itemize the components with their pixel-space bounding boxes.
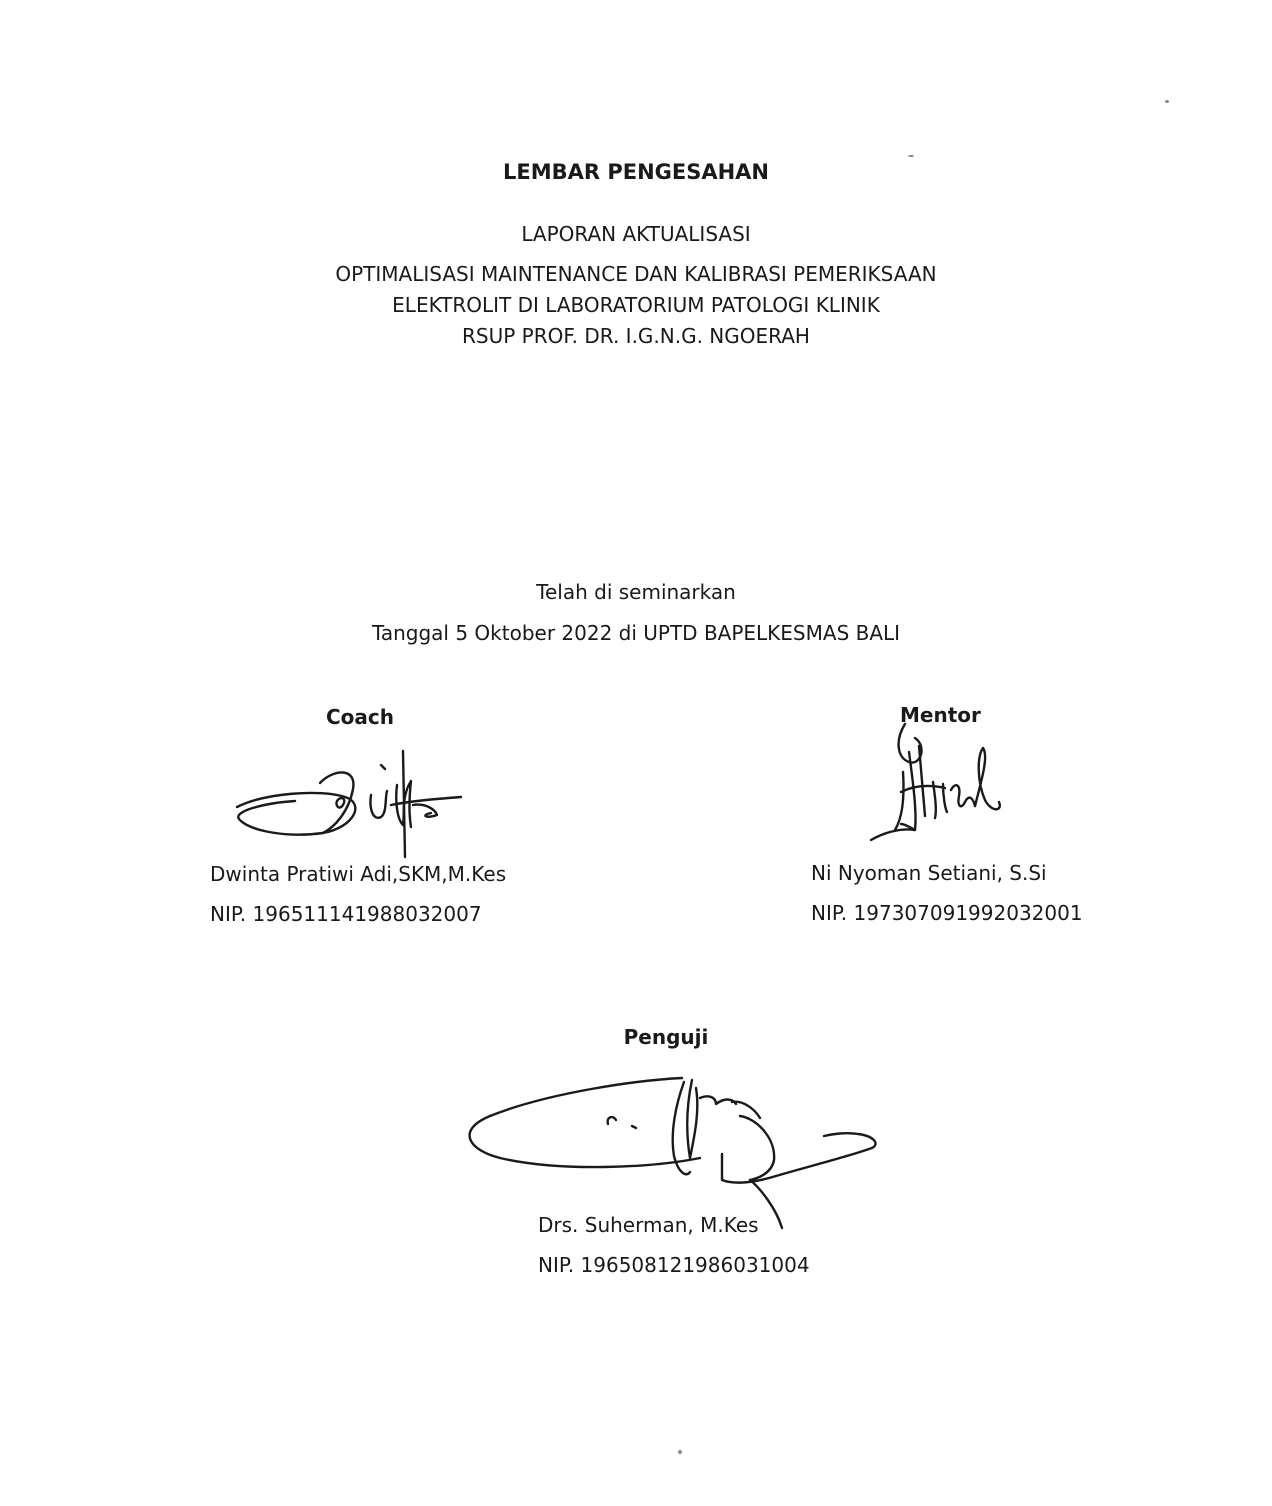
scan-speck xyxy=(908,155,914,157)
seminar-date-location: Tanggal 5 Oktober 2022 di UPTD BAPELKESMAS BALI xyxy=(371,621,901,645)
mentor-name: Ni Nyoman Setiani, S.Si xyxy=(811,861,1047,885)
report-title-line-2: ELEKTROLIT DI LABORATORIUM PATOLOGI KLINIK xyxy=(392,293,880,317)
report-title-line-1: OPTIMALISASI MAINTENANCE DAN KALIBRASI PEMERIKSAAN xyxy=(335,262,937,286)
mentor-role-label: Mentor xyxy=(900,703,981,727)
scan-speck xyxy=(678,1450,682,1454)
examiner-nip: NIP. 196508121986031004 xyxy=(538,1253,810,1277)
mentor-signature xyxy=(865,712,1015,847)
page-title: LEMBAR PENGESAHAN xyxy=(502,160,770,184)
report-title-line-3: RSUP PROF. DR. I.G.N.G. NGOERAH xyxy=(462,324,810,348)
seminar-statement: Telah di seminarkan xyxy=(536,580,736,604)
examiner-name: Drs. Suherman, M.Kes xyxy=(538,1213,759,1237)
scan-speck xyxy=(1165,100,1169,103)
coach-nip: NIP. 196511141988032007 xyxy=(210,902,482,926)
coach-name: Dwinta Pratiwi Adi,SKM,M.Kes xyxy=(210,862,507,886)
coach-role-label: Coach xyxy=(326,705,395,729)
examiner-role-label: Penguji xyxy=(623,1025,709,1049)
mentor-nip: NIP. 197307091992032001 xyxy=(811,901,1083,925)
report-type: LAPORAN AKTUALISASI xyxy=(521,222,751,246)
coach-signature xyxy=(225,745,475,855)
